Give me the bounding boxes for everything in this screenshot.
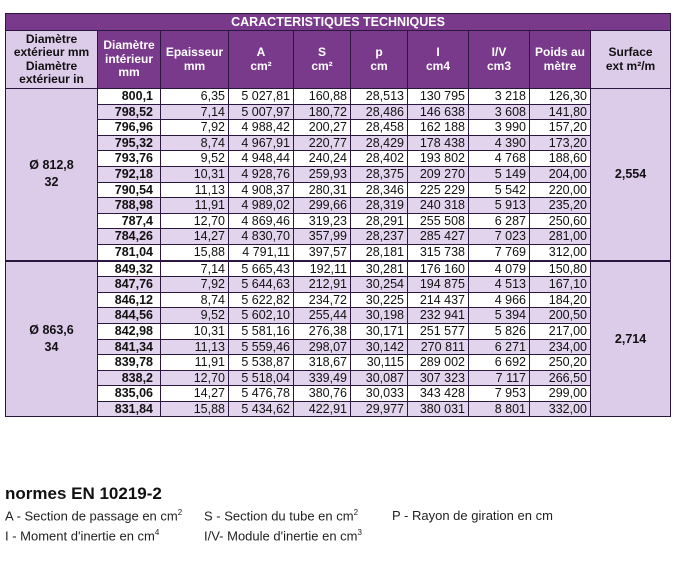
value-cell: 5 518,04 xyxy=(229,370,294,386)
value-cell: 4 989,02 xyxy=(229,198,294,214)
value-cell: 332,00 xyxy=(530,401,591,417)
surface-cell: 2,554 xyxy=(591,89,671,261)
inner-diameter-cell: 831,84 xyxy=(98,401,161,417)
inner-diameter-cell: 788,98 xyxy=(98,198,161,214)
value-cell: 204,00 xyxy=(530,166,591,182)
outer-diameter-in: 34 xyxy=(44,340,59,354)
value-cell: 30,171 xyxy=(351,323,408,339)
value-cell: 4 768 xyxy=(469,151,530,167)
value-cell: 162 188 xyxy=(408,120,469,136)
value-cell: 30,033 xyxy=(351,386,408,402)
value-cell: 276,38 xyxy=(294,323,351,339)
header-iv xyxy=(469,31,530,89)
header-text: cm² xyxy=(250,58,272,73)
header-text: cm4 xyxy=(425,58,451,73)
value-cell: 7,92 xyxy=(161,277,229,293)
value-cell: 184,20 xyxy=(530,292,591,308)
table-row xyxy=(6,104,671,120)
inner-diameter-cell: 800,1 xyxy=(98,89,161,105)
table-row xyxy=(6,323,671,339)
header-a xyxy=(229,31,294,89)
table-row xyxy=(6,277,671,293)
value-cell: 28,375 xyxy=(351,166,408,182)
legend-s xyxy=(204,508,358,523)
value-cell: 30,254 xyxy=(351,277,408,293)
table-row xyxy=(6,355,671,371)
inner-diameter-cell: 787,4 xyxy=(98,213,161,229)
value-cell: 6 287 xyxy=(469,213,530,229)
value-cell: 5 644,63 xyxy=(229,277,294,293)
header-p xyxy=(351,31,408,89)
value-cell: 5 476,78 xyxy=(229,386,294,402)
value-cell: 7 117 xyxy=(469,370,530,386)
norm-reference: normes EN 10219-2 xyxy=(5,484,162,503)
value-cell: 209 270 xyxy=(408,166,469,182)
value-cell: 217,00 xyxy=(530,323,591,339)
table-row xyxy=(6,89,671,105)
table-row xyxy=(6,386,671,402)
header-text: extérieur in xyxy=(19,72,84,86)
legend-p xyxy=(392,508,553,523)
value-cell: 289 002 xyxy=(408,355,469,371)
header-i xyxy=(408,31,469,89)
value-cell: 28,458 xyxy=(351,120,408,136)
value-cell: 255,44 xyxy=(294,308,351,324)
value-cell: 312,00 xyxy=(530,244,591,260)
legend-a xyxy=(5,508,182,523)
value-cell: 126,30 xyxy=(530,89,591,105)
value-cell: 146 638 xyxy=(408,104,469,120)
value-cell: 7 953 xyxy=(469,386,530,402)
value-cell: 5 434,62 xyxy=(229,401,294,417)
value-cell: 319,23 xyxy=(294,213,351,229)
value-cell: 235,20 xyxy=(530,198,591,214)
value-cell: 4 928,76 xyxy=(229,166,294,182)
value-cell: 240 318 xyxy=(408,198,469,214)
value-cell: 6,35 xyxy=(161,89,229,105)
value-cell: 5 559,46 xyxy=(229,339,294,355)
value-cell: 28,486 xyxy=(351,104,408,120)
value-cell: 180,72 xyxy=(294,104,351,120)
inner-diameter-cell: 793,76 xyxy=(98,151,161,167)
value-cell: 12,70 xyxy=(161,370,229,386)
value-cell: 4 079 xyxy=(469,261,530,277)
value-cell: 251 577 xyxy=(408,323,469,339)
value-cell: 259,93 xyxy=(294,166,351,182)
value-cell: 234,00 xyxy=(530,339,591,355)
header-text: mètre xyxy=(543,58,577,73)
surface-cell: 2,714 xyxy=(591,261,671,417)
table-row xyxy=(6,198,671,214)
value-cell: 8,74 xyxy=(161,135,229,151)
inner-diameter-cell: 784,26 xyxy=(98,229,161,245)
value-cell: 4 830,70 xyxy=(229,229,294,245)
value-cell: 7,14 xyxy=(161,104,229,120)
value-cell: 6 692 xyxy=(469,355,530,371)
value-cell: 339,49 xyxy=(294,370,351,386)
spec-table-body xyxy=(6,89,671,417)
value-cell: 194 875 xyxy=(408,277,469,293)
value-cell: 357,99 xyxy=(294,229,351,245)
legend-s-exponent: 2 xyxy=(353,508,359,517)
inner-diameter-cell: 835,06 xyxy=(98,386,161,402)
value-cell: 30,225 xyxy=(351,292,408,308)
value-cell: 15,88 xyxy=(161,244,229,260)
header-s xyxy=(294,31,351,89)
value-cell: 7,14 xyxy=(161,261,229,277)
value-cell: 5 622,82 xyxy=(229,292,294,308)
inner-diameter-cell: 842,98 xyxy=(98,323,161,339)
header-text: Diamètre xyxy=(25,58,78,73)
value-cell: 176 160 xyxy=(408,261,469,277)
outer-diameter-in: 32 xyxy=(44,175,59,190)
value-cell: 188,60 xyxy=(530,151,591,167)
table-row xyxy=(6,213,671,229)
value-cell: 157,20 xyxy=(530,120,591,136)
value-cell: 28,319 xyxy=(351,198,408,214)
header-text: Poids au xyxy=(534,45,585,59)
table-row xyxy=(6,182,671,198)
header-text: mm xyxy=(118,65,140,80)
value-cell: 15,88 xyxy=(161,401,229,417)
value-cell: 5 394 xyxy=(469,308,530,324)
value-cell: 30,087 xyxy=(351,370,408,386)
header-text: I xyxy=(436,45,440,59)
header-text: ext m²/m xyxy=(605,58,656,73)
inner-diameter-cell: 796,96 xyxy=(98,120,161,136)
value-cell: 200,27 xyxy=(294,120,351,136)
legend-i-exponent: 4 xyxy=(154,528,160,537)
table-row xyxy=(6,166,671,182)
value-cell: 234,72 xyxy=(294,292,351,308)
value-cell: 250,60 xyxy=(530,213,591,229)
value-cell: 6 271 xyxy=(469,339,530,355)
table-row xyxy=(6,120,671,136)
value-cell: 160,88 xyxy=(294,89,351,105)
value-cell: 270 811 xyxy=(408,339,469,355)
table-row xyxy=(6,244,671,260)
value-cell: 29,977 xyxy=(351,401,408,417)
value-cell: 30,115 xyxy=(351,355,408,371)
spec-table xyxy=(5,13,671,417)
technical-characteristics-sheet xyxy=(5,13,670,417)
header-text: A xyxy=(256,45,266,59)
header-text: Epaisseur xyxy=(165,45,224,59)
value-cell: 397,57 xyxy=(294,244,351,260)
value-cell: 4 988,42 xyxy=(229,120,294,136)
inner-diameter-cell: 846,12 xyxy=(98,292,161,308)
header-text: intérieur xyxy=(104,51,153,66)
value-cell: 30,198 xyxy=(351,308,408,324)
inner-diameter-cell: 795,32 xyxy=(98,135,161,151)
value-cell: 200,50 xyxy=(530,308,591,324)
value-cell: 4 908,37 xyxy=(229,182,294,198)
table-title: CARACTERISTIQUES TECHNIQUES xyxy=(6,14,671,31)
group-outer-diameter xyxy=(6,261,98,417)
inner-diameter-cell: 841,34 xyxy=(98,339,161,355)
header-text: S xyxy=(317,45,326,59)
value-cell: 14,27 xyxy=(161,229,229,245)
header-weight xyxy=(530,31,591,89)
header-outer-diameter xyxy=(6,31,98,89)
legend-i-text: I - Moment d'inertie en cm xyxy=(5,528,155,544)
value-cell: 3 990 xyxy=(469,120,530,136)
value-cell: 4 390 xyxy=(469,135,530,151)
value-cell: 10,31 xyxy=(161,323,229,339)
legend-i xyxy=(5,528,159,543)
outer-diameter-mm: Ø 863,6 xyxy=(29,323,74,337)
value-cell: 225 229 xyxy=(408,182,469,198)
value-cell: 28,291 xyxy=(351,213,408,229)
legend-iv-text: I/V- Module d'inertie en cm xyxy=(204,528,358,544)
value-cell: 28,237 xyxy=(351,229,408,245)
inner-diameter-cell: 839,78 xyxy=(98,355,161,371)
legend-a-exponent: 2 xyxy=(177,508,183,517)
inner-diameter-cell: 792,18 xyxy=(98,166,161,182)
value-cell: 7,92 xyxy=(161,120,229,136)
outer-diameter-mm: Ø 812,8 xyxy=(29,158,74,173)
table-row xyxy=(6,370,671,386)
value-cell: 422,91 xyxy=(294,401,351,417)
value-cell: 3 608 xyxy=(469,104,530,120)
inner-diameter-cell: 838,2 xyxy=(98,370,161,386)
value-cell: 141,80 xyxy=(530,104,591,120)
value-cell: 380,76 xyxy=(294,386,351,402)
value-cell: 9,52 xyxy=(161,308,229,324)
header-text: extérieur mm xyxy=(13,45,90,59)
value-cell: 4 791,11 xyxy=(229,244,294,260)
value-cell: 11,13 xyxy=(161,339,229,355)
table-row xyxy=(6,151,671,167)
value-cell: 5 665,43 xyxy=(229,261,294,277)
value-cell: 11,91 xyxy=(161,198,229,214)
value-cell: 299,66 xyxy=(294,198,351,214)
value-cell: 5 581,16 xyxy=(229,323,294,339)
value-cell: 12,70 xyxy=(161,213,229,229)
value-cell: 240,24 xyxy=(294,151,351,167)
inner-diameter-cell: 781,04 xyxy=(98,244,161,260)
value-cell: 5 602,10 xyxy=(229,308,294,324)
value-cell: 8 801 xyxy=(469,401,530,417)
inner-diameter-cell: 844,56 xyxy=(98,308,161,324)
legend-p-text: P - Rayon de giration en cm xyxy=(392,508,553,523)
value-cell: 315 738 xyxy=(408,244,469,260)
value-cell: 4 869,46 xyxy=(229,213,294,229)
value-cell: 4 966 xyxy=(469,292,530,308)
value-cell: 220,00 xyxy=(530,182,591,198)
table-row xyxy=(6,261,671,277)
value-cell: 4 513 xyxy=(469,277,530,293)
value-cell: 220,77 xyxy=(294,135,351,151)
legend-s-text: S - Section du tube en cm xyxy=(204,508,354,524)
legend-iv-exponent: 3 xyxy=(357,528,362,537)
value-cell: 5 007,97 xyxy=(229,104,294,120)
value-cell: 266,50 xyxy=(530,370,591,386)
value-cell: 299,00 xyxy=(530,386,591,402)
value-cell: 9,52 xyxy=(161,151,229,167)
table-row xyxy=(6,292,671,308)
value-cell: 28,402 xyxy=(351,151,408,167)
value-cell: 30,281 xyxy=(351,261,408,277)
value-cell: 281,00 xyxy=(530,229,591,245)
value-cell: 3 218 xyxy=(469,89,530,105)
value-cell: 4 967,91 xyxy=(229,135,294,151)
value-cell: 8,74 xyxy=(161,292,229,308)
header-text: Diamètre xyxy=(103,38,155,53)
value-cell: 14,27 xyxy=(161,386,229,402)
value-cell: 5 826 xyxy=(469,323,530,339)
value-cell: 307 323 xyxy=(408,370,469,386)
value-cell: 5 913 xyxy=(469,198,530,214)
value-cell: 380 031 xyxy=(408,401,469,417)
value-cell: 193 802 xyxy=(408,151,469,167)
value-cell: 298,07 xyxy=(294,339,351,355)
table-row xyxy=(6,308,671,324)
value-cell: 7 769 xyxy=(469,244,530,260)
value-cell: 280,31 xyxy=(294,182,351,198)
value-cell: 150,80 xyxy=(530,261,591,277)
header-text: Surface xyxy=(608,45,653,59)
value-cell: 5 027,81 xyxy=(229,89,294,105)
value-cell: 318,67 xyxy=(294,355,351,371)
inner-diameter-cell: 798,52 xyxy=(98,104,161,120)
value-cell: 5 542 xyxy=(469,182,530,198)
header-text: p xyxy=(375,45,383,59)
value-cell: 11,91 xyxy=(161,355,229,371)
value-cell: 4 948,44 xyxy=(229,151,294,167)
legend-a-text: A - Section de passage en cm xyxy=(5,508,178,524)
value-cell: 28,513 xyxy=(351,89,408,105)
value-cell: 250,20 xyxy=(530,355,591,371)
header-text: cm xyxy=(370,58,388,73)
header-inner-diameter xyxy=(98,31,161,89)
value-cell: 214 437 xyxy=(408,292,469,308)
value-cell: 167,10 xyxy=(530,277,591,293)
header-text: cm3 xyxy=(486,58,512,73)
value-cell: 5 149 xyxy=(469,166,530,182)
value-cell: 343 428 xyxy=(408,386,469,402)
header-text: Diamètre xyxy=(25,31,78,46)
value-cell: 7 023 xyxy=(469,229,530,245)
value-cell: 28,346 xyxy=(351,182,408,198)
value-cell: 130 795 xyxy=(408,89,469,105)
header-text: I/V xyxy=(491,45,507,59)
table-row xyxy=(6,135,671,151)
value-cell: 28,429 xyxy=(351,135,408,151)
value-cell: 28,181 xyxy=(351,244,408,260)
value-cell: 285 427 xyxy=(408,229,469,245)
value-cell: 5 538,87 xyxy=(229,355,294,371)
value-cell: 232 941 xyxy=(408,308,469,324)
group-outer-diameter xyxy=(6,89,98,261)
inner-diameter-cell: 849,32 xyxy=(98,261,161,277)
value-cell: 212,91 xyxy=(294,277,351,293)
table-row xyxy=(6,339,671,355)
value-cell: 11,13 xyxy=(161,182,229,198)
value-cell: 192,11 xyxy=(294,261,351,277)
header-text: mm xyxy=(183,58,206,73)
value-cell: 173,20 xyxy=(530,135,591,151)
table-row xyxy=(6,401,671,417)
value-cell: 178 438 xyxy=(408,135,469,151)
header-surface xyxy=(591,31,671,89)
value-cell: 10,31 xyxy=(161,166,229,182)
header-text: cm² xyxy=(311,58,333,73)
inner-diameter-cell: 847,76 xyxy=(98,277,161,293)
legend-iv xyxy=(204,528,362,543)
table-row xyxy=(6,229,671,245)
inner-diameter-cell: 790,54 xyxy=(98,182,161,198)
value-cell: 255 508 xyxy=(408,213,469,229)
header-thickness xyxy=(161,31,229,89)
value-cell: 30,142 xyxy=(351,339,408,355)
